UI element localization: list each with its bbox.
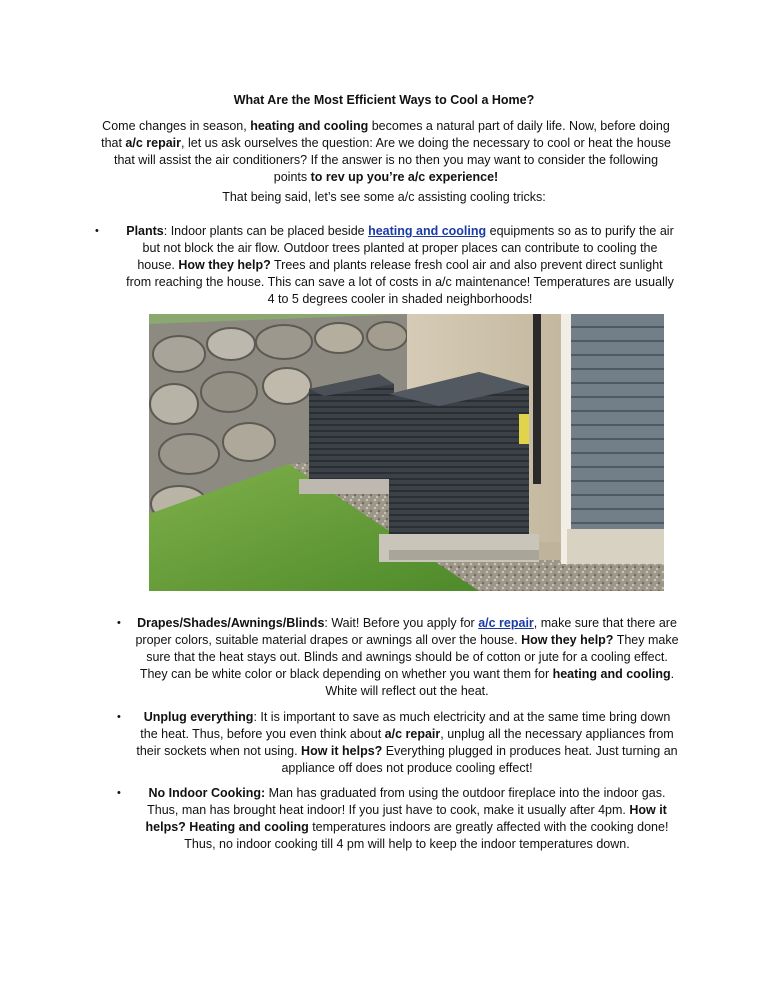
intro-bold-text: heating and cooling [250,119,369,133]
bullet-icon: • [117,787,121,799]
list-item-text [124,223,676,308]
list-item-text [135,709,679,777]
ac-repair-link[interactable]: a/c repair [478,616,534,630]
list-item-unplug [113,709,679,777]
item-bold-text: How it helps? Heating and cooling [145,803,667,834]
item-heading: Plants [126,224,164,238]
item-text: : Wait! Before you apply for [324,616,479,630]
list-item-text [135,785,679,853]
item-heading: Drapes/Shades/Awnings/Blinds [137,616,325,630]
item-text: They make sure that the heat stays out. Blinds and awnings should be of cotton or jute for a cooling effect. They can be white color or black depending on whether you want them for [139,633,679,681]
item-text: : Indoor plants can be placed beside [163,224,369,238]
bullet-icon: • [95,225,99,237]
bullet-icon: • [117,617,121,629]
list-item-text [135,615,679,700]
item-heading: Unplug everything [143,710,254,724]
ac-units-photo [149,314,664,591]
item-text: , make sure that there are proper colors, suitable material drapes or awnings all over the house. [135,616,677,647]
list-item-plants [92,223,676,308]
list-item-drapes [113,615,679,700]
list-item-no-indoor-cooking [113,785,679,853]
item-text: Man has graduated from using the outdoor fireplace into the indoor gas. Thus, man has brought heat indoor! If you just have to cook, make it usually after 4pm. [147,786,666,817]
intro-paragraph [96,118,676,186]
intro-bold-text: a/c repair [125,136,182,150]
item-text: equipments so as to purify the air but not block the air flow. Outdoor trees planted at proper places can contribute to cooling the house. [137,224,674,272]
item-text: Trees and plants release fresh cool air and also prevent direct sunlight from reaching the house. This can save a lot of costs in a/c maintenance! Temperatures are usually 4 to 5 degrees cooler in shaded neighborhoods! [126,258,674,306]
item-heading: No Indoor Cooking: [148,786,266,800]
ac-units-image [149,314,664,591]
item-bold-text: How it helps? [301,744,383,758]
lead-sentence: That being said, let’s see some a/c assisting cooling tricks: [222,190,546,204]
page-title: What Are the Most Efficient Ways to Cool a Home? [233,93,535,107]
heating-and-cooling-link[interactable]: heating and cooling [368,224,487,238]
intro-text: , let us ask ourselves the question: Are we doing the necessary to cool or heat the house that will assist the air conditioners? If the answer is no then you may want to consider the following points [113,136,671,184]
item-bold-text: How they help? [521,633,614,647]
item-text: : It is important to save as much electricity and at the same time bring down the heat. Thus, before you even think about [140,710,671,741]
item-text: Everything plugged in produces heat. Just turning an appliance off does not produce cooling effect! [281,744,678,775]
item-text: , unplug all the necessary appliances from their sockets when not using. [136,727,674,758]
item-bold-text: a/c repair [384,727,441,741]
intro-text: Come changes in season, [102,119,251,133]
item-bold-text: How they help? [178,258,271,272]
item-text: temperatures indoors are greatly affected with the cooking done! Thus, no indoor cooking till 4 pm will help to keep the indoor temperatures down. [184,820,669,851]
item-text: . White will reflect out the heat. [325,667,675,698]
intro-text: becomes a natural part of daily life. Now, before doing that [101,119,670,150]
intro-bold-text: to rev up you’re a/c experience! [310,170,499,184]
item-bold-text: heating and cooling [552,667,671,681]
bullet-icon: • [117,711,121,723]
